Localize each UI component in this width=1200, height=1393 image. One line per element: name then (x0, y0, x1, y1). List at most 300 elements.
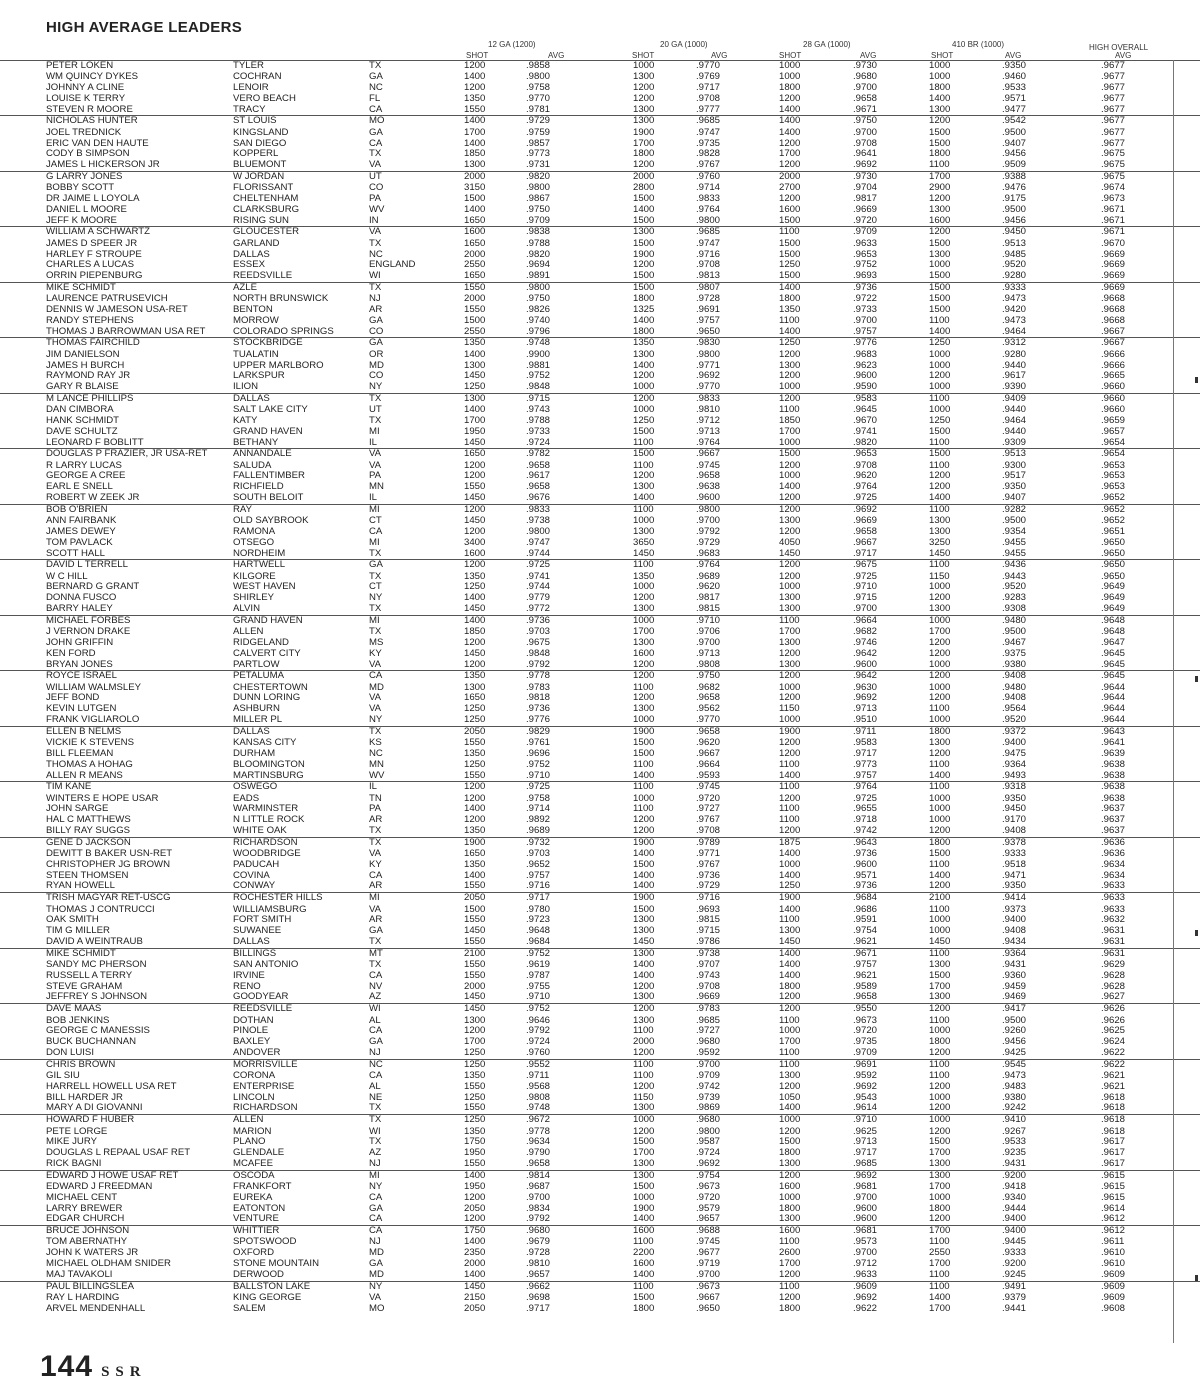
cell-avg12: .9750 (526, 203, 551, 215)
cell-city: SAN ANTONIO (233, 959, 299, 971)
cell-avg20: .9729 (696, 880, 721, 892)
cell-avg12: .9834 (526, 1202, 551, 1214)
cell-avg410: .9455 (1002, 536, 1027, 548)
cell-shot410: 1100 (929, 947, 950, 959)
cell-city: GLOUCESTER (233, 226, 300, 238)
cell-shot20: 1300 (633, 1102, 655, 1114)
cell-avg20: .9692 (696, 370, 721, 382)
cell-avg12: .9776 (526, 714, 551, 726)
cell-shot20: 1700 (633, 1147, 655, 1159)
cell-shot28: 1100 (779, 314, 800, 326)
cell-avg20: .9689 (696, 570, 721, 582)
cell-overall: .9624 (1101, 1036, 1126, 1048)
table-row (0, 559, 1200, 571)
cell-overall: .9650 (1101, 570, 1126, 582)
cell-state: WV (369, 769, 385, 781)
cell-avg28: .9658 (853, 991, 878, 1003)
cell-city: CHELTENHAM (233, 193, 299, 205)
cell-avg20: .9786 (696, 935, 721, 947)
cell-avg12: .9568 (526, 1080, 551, 1092)
cell-avg20: .9771 (696, 359, 721, 371)
cell-shot12: 1250 (464, 1058, 486, 1070)
cell-shot28: 1050 (779, 1091, 801, 1103)
cell-avg410: .9417 (1002, 1003, 1027, 1015)
cell-shot12: 1200 (464, 82, 486, 94)
cell-name: WINTERS E HOPE USAR (46, 792, 159, 804)
header-avg: AVG (860, 51, 877, 60)
cell-avg12: .9703 (526, 848, 551, 860)
cell-shot410: 1800 (929, 1036, 951, 1048)
cell-shot28: 1400 (779, 281, 801, 293)
cell-name: J VERNON DRAKE (46, 626, 131, 638)
cell-shot28: 1000 (779, 681, 801, 693)
cell-overall: .9637 (1101, 803, 1126, 815)
cell-city: EADS (233, 792, 260, 804)
cell-shot28: 1400 (779, 848, 801, 860)
cell-shot28: 1200 (779, 559, 801, 571)
cell-avg28: .9609 (853, 1280, 878, 1292)
cell-shot410: 1400 (929, 325, 951, 337)
cell-city: LARKSPUR (233, 370, 285, 382)
cell-state: CA (369, 1191, 383, 1203)
cell-city: SPOTSWOOD (233, 1236, 297, 1248)
cell-avg410: .9520 (1002, 259, 1027, 271)
cell-avg410: .9408 (1002, 692, 1027, 704)
cell-shot12: 1250 (464, 703, 486, 715)
cell-overall: .9628 (1101, 969, 1126, 981)
cell-name: OAK SMITH (46, 914, 99, 926)
cell-overall: .9631 (1101, 947, 1126, 959)
cell-shot20: 1100 (633, 1280, 654, 1292)
cell-shot410: 1500 (929, 137, 951, 149)
cell-avg28: .9736 (853, 880, 878, 892)
cell-shot410: 1100 (929, 559, 950, 571)
cell-name: WILLIAM A SCHWARTZ (46, 226, 150, 238)
cell-name: TIM G MILLER (46, 925, 110, 937)
cell-avg28: .9717 (853, 547, 878, 559)
cell-overall: .9668 (1101, 293, 1126, 305)
cell-name: PETER LOKEN (46, 60, 114, 71)
cell-avg410: .9364 (1002, 758, 1027, 770)
cell-avg410: .9333 (1002, 1247, 1027, 1259)
cell-state: TX (369, 415, 382, 426)
cell-state: TX (369, 935, 382, 947)
cell-shot12: 1450 (464, 925, 486, 937)
table-row (0, 1304, 1200, 1315)
cell-name: MIKE SCHMIDT (46, 947, 116, 959)
cell-city: GRAND HAVEN (233, 425, 303, 437)
cell-avg28: .9709 (853, 226, 878, 238)
cell-avg28: .9717 (853, 747, 878, 759)
cell-shot28: 1400 (779, 869, 801, 881)
cell-shot28: 1400 (779, 903, 801, 915)
cell-avg12: .9747 (526, 536, 551, 548)
cell-shot410: 1200 (929, 481, 951, 493)
table-row (0, 1048, 1200, 1059)
cell-shot20: 1500 (633, 425, 655, 437)
cell-city: MORROW (233, 314, 279, 326)
cell-shot20: 1200 (633, 259, 655, 271)
cell-shot410: 1000 (929, 914, 951, 926)
cell-name: BERNARD G GRANT (46, 581, 140, 593)
cell-city: RAY (233, 503, 253, 515)
cell-overall: .9647 (1101, 636, 1126, 648)
cell-avg12: .9680 (526, 1225, 551, 1237)
cell-avg20: .9747 (696, 237, 721, 249)
cell-state: MN (369, 481, 384, 493)
cell-city: NORDHEIM (233, 547, 286, 559)
cell-shot12: 1650 (464, 214, 486, 226)
cell-shot410: 1100 (929, 1058, 950, 1070)
cell-overall: .9636 (1101, 848, 1126, 860)
cell-avg20: .9712 (696, 415, 721, 426)
cell-shot20: 1500 (633, 1180, 655, 1192)
cell-shot20: 1100 (633, 1025, 654, 1037)
cell-avg28: .9614 (853, 1102, 878, 1114)
cell-shot28: 1300 (779, 1213, 801, 1225)
cell-name: JOHN K WATERS JR (46, 1247, 139, 1259)
cell-avg28: .9692 (853, 503, 878, 515)
cell-overall: .9644 (1101, 692, 1126, 704)
cell-state: NY (369, 1180, 383, 1192)
cell-avg410: .9390 (1002, 381, 1027, 393)
cell-shot20: 1700 (633, 137, 655, 149)
cell-shot12: 1400 (464, 614, 486, 626)
cell-city: UPPER MARLBORO (233, 359, 324, 371)
cell-shot20: 2000 (633, 170, 655, 182)
cell-avg410: .9170 (1002, 814, 1027, 826)
cell-shot12: 1200 (464, 559, 486, 571)
table-row (0, 337, 1200, 349)
cell-avg20: .9764 (696, 559, 721, 571)
cell-state: TX (369, 603, 382, 615)
cell-avg410: .9235 (1002, 1147, 1027, 1159)
cell-city: KOPPERL (233, 148, 279, 160)
cell-avg20: .9592 (696, 1046, 721, 1058)
cell-avg28: .9583 (853, 737, 878, 749)
table-row (0, 771, 1200, 782)
cell-shot20: 1400 (633, 769, 655, 781)
cell-state: GA (369, 126, 383, 138)
publication-name: SSR (101, 1364, 147, 1380)
cell-shot28: 1300 (779, 1157, 801, 1169)
cell-avg12: .9867 (526, 193, 551, 205)
cell-state: IL (369, 492, 378, 504)
cell-shot28: 1700 (779, 148, 801, 160)
cell-state: GA (369, 1258, 383, 1270)
cell-state: VA (369, 848, 382, 860)
cell-avg28: .9764 (853, 781, 878, 793)
cell-shot20: 1325 (633, 304, 655, 316)
cell-avg20: .9709 (696, 1070, 721, 1082)
table-row (0, 216, 1200, 227)
cell-shot12: 1650 (464, 237, 486, 249)
cell-state: AZ (369, 1147, 382, 1159)
cell-avg20: .9650 (696, 325, 721, 337)
cell-shot410: 1000 (929, 1114, 951, 1126)
cell-avg20: .9562 (696, 703, 721, 715)
cell-shot20: 1100 (633, 1058, 654, 1070)
cell-state: NJ (369, 1236, 381, 1248)
cell-avg410: .9480 (1002, 681, 1027, 693)
cell-shot410: 1400 (929, 1291, 951, 1303)
cell-shot20: 1500 (633, 737, 655, 749)
cell-overall: .9649 (1101, 581, 1126, 593)
cell-overall: .9627 (1101, 991, 1126, 1003)
cell-avg12: .9820 (526, 170, 551, 182)
cell-avg12: .9646 (526, 1014, 551, 1026)
cell-shot410: 1500 (929, 270, 951, 282)
cell-avg28: .9682 (853, 626, 878, 638)
cell-name: RAY L HARDING (46, 1291, 120, 1303)
cell-shot12: 1650 (464, 848, 486, 860)
cell-avg12: .9778 (526, 670, 551, 682)
cell-state: CA (369, 1213, 383, 1225)
table-row (0, 226, 1200, 238)
cell-shot28: 1000 (779, 581, 801, 593)
cell-avg410: .9175 (1002, 193, 1027, 205)
cell-avg12: .9814 (526, 1169, 551, 1181)
cell-shot12: 1200 (464, 814, 486, 826)
cell-shot12: 1200 (464, 525, 486, 537)
cell-shot12: 1550 (464, 1102, 486, 1114)
table-row (0, 715, 1200, 726)
cell-name: KEN FORD (46, 647, 96, 659)
cell-overall: .9638 (1101, 769, 1126, 781)
cell-name: THOMAS J BARROWMAN USA RET (46, 325, 206, 337)
cell-overall: .9660 (1101, 392, 1126, 404)
cell-name: PETE LORGE (46, 1125, 108, 1137)
cell-avg410: .9300 (1002, 459, 1027, 471)
cell-state: VA (369, 658, 382, 670)
cell-name: BRYAN JONES (46, 658, 113, 670)
cell-avg20: .9767 (696, 814, 721, 826)
cell-state: MO (369, 1302, 385, 1314)
cell-avg12: .9848 (526, 647, 551, 659)
cell-avg12: .9900 (526, 348, 551, 360)
cell-name: G LARRY JONES (46, 170, 123, 182)
cell-avg12: .9800 (526, 182, 551, 194)
cell-shot410: 1700 (929, 1147, 951, 1159)
cell-overall: .9671 (1101, 214, 1126, 226)
cell-shot410: 1300 (929, 603, 951, 615)
cell-overall: .9677 (1101, 92, 1126, 104)
cell-avg28: .9746 (853, 636, 878, 648)
cell-avg20: .9739 (696, 1091, 721, 1103)
cell-shot28: 1300 (779, 592, 801, 604)
cell-city: BALLSTON LAKE (233, 1280, 311, 1292)
cell-shot20: 1000 (633, 515, 655, 527)
cell-shot20: 1350 (633, 337, 655, 349)
cell-state: AR (369, 814, 383, 826)
cell-shot12: 1250 (464, 581, 486, 593)
cell-name: BUCK BUCHANNAN (46, 1036, 137, 1048)
cell-avg28: .9764 (853, 481, 878, 493)
cell-avg12: .9750 (526, 293, 551, 305)
cell-avg20: .9727 (696, 803, 721, 815)
cell-overall: .9677 (1101, 103, 1126, 115)
cell-state: TX (369, 547, 382, 559)
cell-city: PARTLOW (233, 658, 280, 670)
cell-shot12: 1550 (464, 103, 486, 115)
cell-shot12: 1200 (464, 1213, 486, 1225)
cell-city: IRVINE (233, 969, 265, 981)
cell-state: VA (369, 448, 382, 460)
cell-city: CALVERT CITY (233, 647, 301, 659)
table-row (0, 760, 1200, 771)
cell-city: BENTON (233, 304, 273, 316)
cell-avg20: .9727 (696, 1025, 721, 1037)
cell-shot28: 1300 (779, 359, 801, 371)
cell-city: GLENDALE (233, 1147, 285, 1159)
page-title: HIGH AVERAGE LEADERS (46, 19, 243, 36)
cell-avg28: .9733 (853, 304, 878, 316)
cell-shot20: 1300 (633, 348, 655, 360)
cell-avg28: .9725 (853, 570, 878, 582)
cell-shot12: 1650 (464, 270, 486, 282)
cell-avg28: .9600 (853, 858, 878, 870)
cell-state: CA (369, 1025, 383, 1037)
cell-name: HAL C MATTHEWS (46, 814, 131, 826)
cell-shot410: 1200 (929, 1003, 951, 1015)
cell-name: RAYMOND RAY JR (46, 370, 131, 382)
cell-avg20: .9869 (696, 1102, 721, 1114)
cell-avg410: .9483 (1002, 1080, 1027, 1092)
cell-shot12: 1350 (464, 92, 486, 104)
cell-avg20: .9708 (696, 259, 721, 271)
cell-city: BILLINGS (233, 947, 277, 959)
cell-avg28: .9692 (853, 1080, 878, 1092)
cell-avg12: .9788 (526, 237, 551, 249)
cell-avg20: .9810 (696, 404, 721, 416)
cell-avg28: .9633 (853, 1268, 878, 1280)
cell-avg28: .9600 (853, 658, 878, 670)
cell-avg410: .9473 (1002, 1070, 1027, 1082)
cell-avg12: .9729 (526, 115, 551, 127)
cell-shot410: 1500 (929, 126, 951, 138)
cell-name: R LARRY LUCAS (46, 459, 122, 471)
cell-state: NC (369, 747, 383, 759)
cell-avg12: .9732 (526, 836, 551, 848)
cell-shot28: 1100 (779, 1236, 800, 1248)
cell-avg20: .9767 (696, 858, 721, 870)
cell-name: EDWARD J HOWE USAF RET (46, 1169, 179, 1181)
cell-shot20: 2800 (633, 182, 655, 194)
cell-state: VA (369, 459, 382, 471)
cell-shot410: 1100 (929, 781, 950, 793)
cell-avg28: .9730 (853, 170, 878, 182)
cell-avg28: .9741 (853, 425, 878, 437)
cell-avg20: .9789 (696, 836, 721, 848)
cell-avg28: .9583 (853, 392, 878, 404)
cell-shot20: 1500 (633, 1291, 655, 1303)
cell-shot410: 1100 (929, 1014, 950, 1026)
column-header (0, 40, 1200, 62)
cell-overall: .9675 (1101, 170, 1126, 182)
cell-avg20: .9600 (696, 492, 721, 504)
cell-shot410: 1200 (929, 115, 951, 127)
cell-avg20: .9807 (696, 281, 721, 293)
cell-avg20: .9673 (696, 1280, 721, 1292)
cell-avg410: .9473 (1002, 314, 1027, 326)
cell-avg12: .9744 (526, 547, 551, 559)
cell-overall: .9608 (1101, 1302, 1126, 1314)
cell-shot410: 1800 (929, 82, 951, 94)
cell-shot12: 1400 (464, 203, 486, 215)
cell-overall: .9671 (1101, 226, 1126, 238)
cell-shot410: 2100 (929, 892, 951, 904)
cell-avg410: .9436 (1002, 559, 1027, 571)
cell-avg12: .9826 (526, 304, 551, 316)
cell-overall: .9649 (1101, 603, 1126, 615)
cell-shot410: 1200 (929, 370, 951, 382)
cell-state: NV (369, 980, 383, 992)
cell-shot28: 2700 (779, 182, 801, 194)
cell-shot28: 1400 (779, 126, 801, 138)
cell-state: GA (369, 1202, 383, 1214)
cell-shot28: 1100 (779, 1280, 800, 1292)
cell-shot28: 1000 (779, 470, 801, 482)
cell-shot12: 1350 (464, 824, 486, 836)
cell-shot410: 1100 (929, 858, 950, 870)
cell-shot12: 1250 (464, 1114, 486, 1126)
cell-avg410: .9408 (1002, 824, 1027, 836)
cell-avg12: .9744 (526, 581, 551, 593)
cell-overall: .9626 (1101, 1003, 1126, 1015)
cell-state: GA (369, 559, 383, 571)
cell-avg20: .9683 (696, 547, 721, 559)
cell-state: GA (369, 337, 383, 349)
cell-avg12: .9781 (526, 103, 551, 115)
cell-avg12: .9725 (526, 781, 551, 793)
cell-avg28: .9711 (853, 725, 877, 737)
cell-state: MO (369, 115, 385, 127)
cell-shot20: 1100 (633, 681, 654, 693)
cell-shot12: 1550 (464, 481, 486, 493)
cell-shot12: 1400 (464, 348, 486, 360)
cell-state: CA (369, 670, 383, 682)
cell-avg410: .9245 (1002, 1268, 1027, 1280)
cell-shot28: 1100 (779, 1046, 800, 1058)
cell-shot20: 2000 (633, 1036, 655, 1048)
cell-avg12: .9752 (526, 758, 551, 770)
cell-state: UT (369, 170, 382, 182)
cell-avg410: .9518 (1002, 858, 1027, 870)
cell-avg20: .9657 (696, 1213, 721, 1225)
cell-shot12: 1450 (464, 1280, 486, 1292)
cell-overall: .9644 (1101, 703, 1126, 715)
cell-avg12: .9736 (526, 703, 551, 715)
cell-shot410: 1000 (929, 581, 951, 593)
cell-overall: .9611 (1101, 1236, 1125, 1248)
cell-city: SALT LAKE CITY (233, 404, 308, 416)
cell-avg20: .9682 (696, 681, 721, 693)
cell-state: CO (369, 182, 384, 194)
cell-avg12: .9684 (526, 935, 551, 947)
cell-overall: .9621 (1101, 1080, 1126, 1092)
cell-avg410: .9533 (1002, 82, 1027, 94)
table-row (0, 1114, 1200, 1126)
cell-name: GENE D JACKSON (46, 836, 131, 848)
cell-avg12: .9733 (526, 425, 551, 437)
cell-city: ALLEN (233, 626, 264, 638)
cell-avg410: .9455 (1002, 547, 1027, 559)
cell-shot12: 1300 (464, 359, 486, 371)
cell-city: VENTURE (233, 1213, 279, 1225)
cell-shot410: 1000 (929, 1091, 951, 1103)
cell-avg28: .9704 (853, 182, 878, 194)
cell-shot28: 1000 (779, 436, 801, 448)
